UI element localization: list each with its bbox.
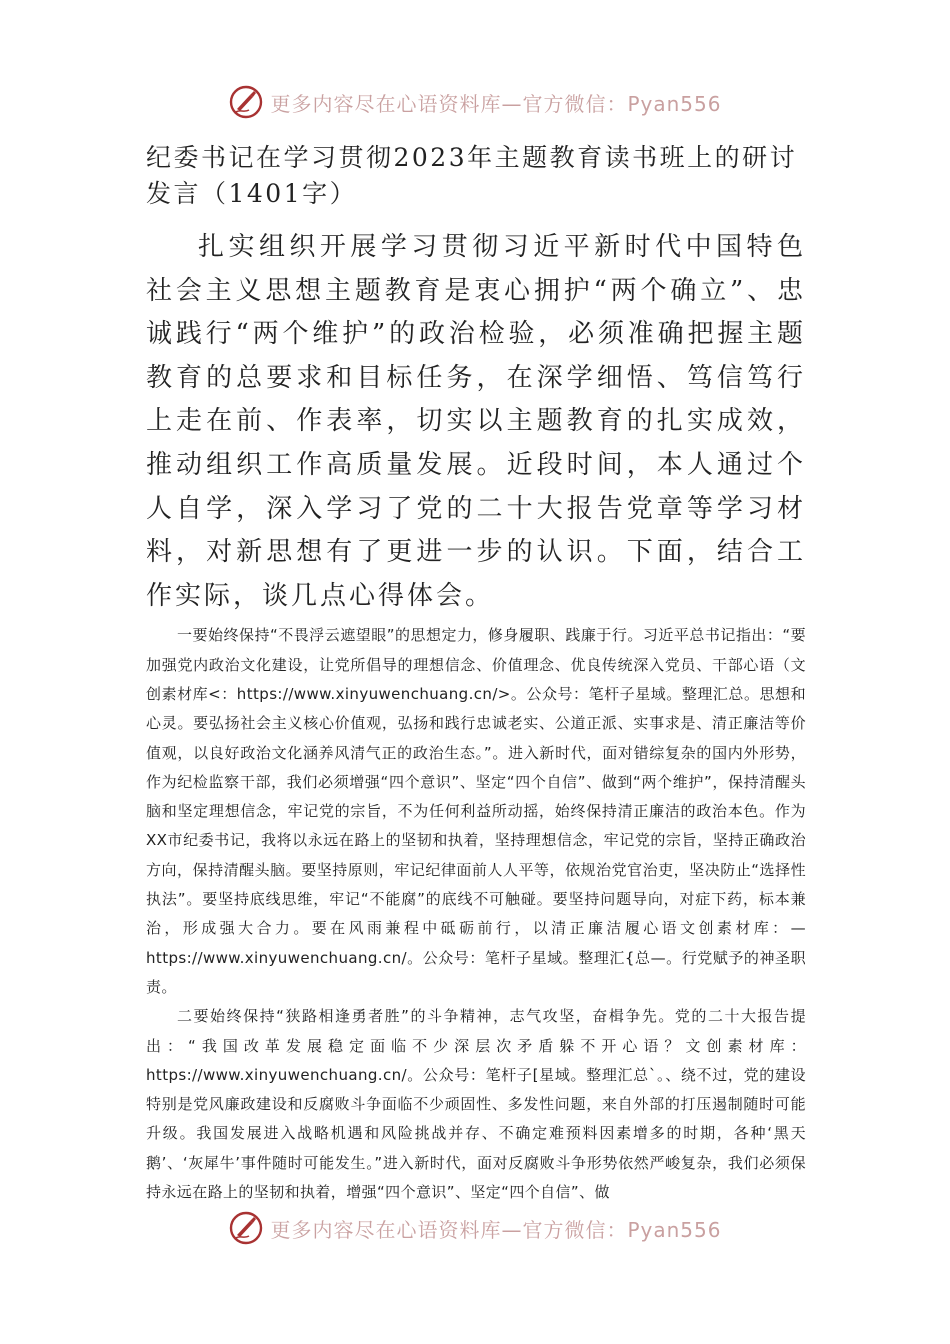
- banner-text: 更多内容尽在心语资料库—官方微信：Pyan556: [270, 1217, 722, 1242]
- body-paragraph-1: 一要始终保持“不畏浮云遮望眼”的思想定力，修身履职、践廉于行。习近平总书记指出：“要加强党内政治文化建设，让党所倡导的理想信念、价值理念、优良传统深入党员、干部心语（文创素材库<：https://www.xinyuwenchuang.cn/>。公众号：笔杆子星域。整理汇总。思想和心灵。要弘扬社会主义核心价值观，弘扬和践行忠诚老实、公道正派、实事求是、清正廉洁等价值观，以良好政治文化涵养风清气正的政治生态。”。进入新时代，面对错综复杂的国内外形势，作为纪检监察干部，我们必须增强“四个意识”、坚定“四个自信”、做到“两个维护”，保持清醒头脑和坚定理想信念，牢记党的宗旨，不为任何利益所动摇，始终保持清正廉洁的政治本色。作为XX市纪委书记，我将以永远在路上的坚韧和执着，坚持理想信念，牢记党的宗旨，坚持正确政治方向，保持清醒头脑。要坚持原则，牢记纪律面前人人平等，依规治党官治吏，坚决防止“选择性执法”。要坚持底线思维，牢记“不能腐”的底线不可触碰。要坚持问题导向，对症下药，标本兼治，形成强大合力。要在风雨兼程中砥砺前行，以清正廉洁履心语文创素材库：—https://www.xinyuwenchuang.cn/。公众号：笔杆子星域。整理汇{总—。行党赋予的神圣职责。: [146, 626, 806, 996]
- writing-hand-icon: [228, 84, 264, 120]
- intro-paragraph: 扎实组织开展学习贯彻习近平新时代中国特色社会主义思想主题教育是衷心拥护“两个确立”、忠诚践行“两个维护”的政治检验，必须准确把握主题教育的总要求和目标任务，在深学细悟、笃信笃行上走在前、作表率，切实以主题教育的扎实成效，推动组织工作高质量发展。近段时间，本人通过个人自学，深入学习了党的二十大报告党章等学习材料，对新思想有了更进一步的认识。下面，结合工作实际，谈几点心得体会。: [146, 232, 806, 611]
- writing-hand-icon: [228, 1210, 264, 1246]
- body-paragraph-2: 二要始终保持“狭路相逢勇者胜”的斗争精神，志气攻坚，奋楫争先。党的二十大报告提出：“我国改革发展稳定面临不少深层次矛盾躲不开心语？文创素材库：https://www.xinyuwenchuang.cn/。公众号：笔杆子[星域。整理汇总`。、绕不过，党的建设特别是党风廉政建设和反腐败斗争面临不少顽固性、多发性问题，来自外部的打压遏制随时可能升级。我国发展进入战略机遇和风险挑战并存、不确定难预料因素增多的时期，各种‘黑天鹅’、‘灰犀牛’事件随时可能发生。”进入新时代，面对反腐败斗争形势依然严峻复杂，我们必须保持永远在路上的坚韧和执着，增强“四个意识”、坚定“四个自信”、做: [146, 1007, 806, 1201]
- header-banner: [0, 82, 950, 122]
- document-title: 纪委书记在学习贯彻2023年主题教育读书班上的研讨发言（1401字）: [146, 143, 798, 208]
- footer-banner: [0, 1208, 950, 1248]
- banner-text: 更多内容尽在心语资料库—官方微信：Pyan556: [270, 91, 722, 116]
- document-body: [146, 140, 806, 1207]
